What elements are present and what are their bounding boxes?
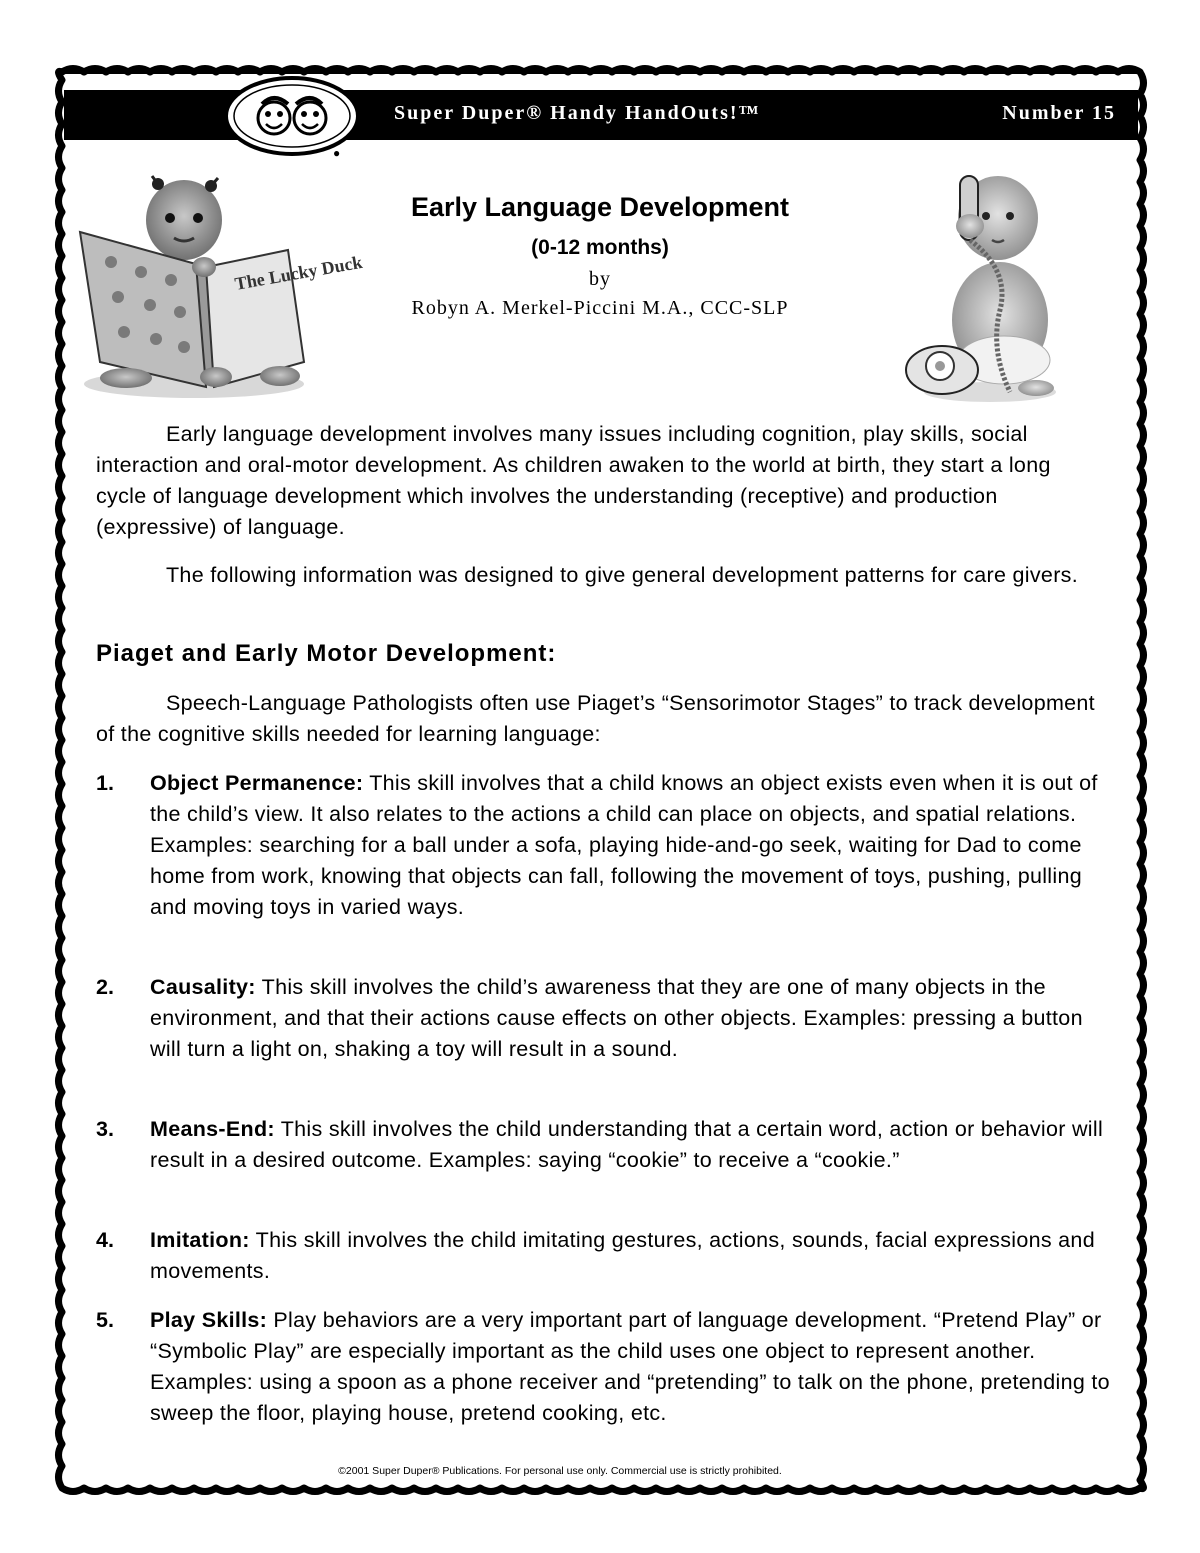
intro-paragraph-1: Early language development involves many issues including cognition, play skills, social interaction and oral-motor development. As children awaken to the world at birth, they start a long cycle of language development which involves the understanding (receptive) and production (expressive) of language. <box>96 422 1051 539</box>
logo-registered-mark: ● <box>333 146 341 160</box>
list-item-number: 2. <box>96 975 114 999</box>
intro-paragraph-2: The following information was designed to give general development patterns for care givers. <box>166 563 1078 587</box>
section-heading: Piaget and Early Motor Development: <box>96 640 557 667</box>
handout-number: Number 15 <box>1002 102 1116 124</box>
byline-by: by <box>589 268 611 290</box>
section-intro-paragraph: Speech-Language Pathologists often use Piaget’s “Sensorimotor Stages” to track development of the cognitive skills needed for learning language: <box>96 691 1095 746</box>
list-item-number: 3. <box>96 1117 114 1141</box>
super-duper-logo <box>222 74 362 158</box>
document-subtitle: (0-12 months) <box>531 236 669 259</box>
document-title: Early Language Development <box>410 192 790 222</box>
series-title: Super Duper® Handy HandOuts!™ <box>394 102 761 124</box>
list-item-term: Imitation: <box>150 1228 250 1252</box>
list-item-text: Object Permanence: This skill involves that a child knows an object exists even when it is out of the child’s view. It also relates to the actions a child can place on objects, and spatial relations. Examples: searching for a ball under a sofa, playing hide-and-go seek, waiting for Dad to come home from work, knowing that objects can fall, following the movement of toys, pushing, pulling and moving toys in varied ways. <box>150 771 1098 919</box>
list-item-text: Causality: This skill involves the child’s awareness that they are one of many objects in the environment, and that their actions cause effects on other objects. Examples: pressing a button will turn a light on, shaking a toy will result in a sound. <box>150 975 1083 1061</box>
baby-telephone-photo <box>900 170 1060 405</box>
list-item-term: Causality: <box>150 975 256 999</box>
list-item-number: 1. <box>96 771 114 795</box>
list-item-term: Object Permanence: <box>150 771 364 795</box>
copyright-footer: ©2001 Super Duper® Publications. For personal use only. Commercial use is strictly prohibited. <box>338 1465 782 1477</box>
book-cover-title: The Lucky Duck <box>233 251 364 294</box>
list-item-text: Imitation: This skill involves the child imitating gestures, actions, sounds, facial expressions and movements. <box>150 1228 1095 1283</box>
list-item-term: Means-End: <box>150 1117 275 1141</box>
list-item-term: Play Skills: <box>150 1308 268 1332</box>
baby-reading-book-photo <box>66 172 364 400</box>
list-item-text: Play Skills: Play behaviors are a very important part of language development. “Pretend Play” or “Symbolic Play” are especially important as the child uses one object to represent another. Examples: using a spoon as a phone receiver and “pretending” to talk on the phone, pretending to sweep the floor, playing house, pretend cooking, etc. <box>150 1308 1110 1425</box>
list-item-text: Means-End: This skill involves the child understanding that a certain word, action or behavior will result in a desired outcome. Examples: saying “cookie” to receive a “cookie.” <box>150 1117 1104 1172</box>
author-name: Robyn A. Merkel-Piccini M.A., CCC-SLP <box>411 297 789 319</box>
list-item-number: 5. <box>96 1308 114 1332</box>
list-item-number: 4. <box>96 1228 114 1252</box>
